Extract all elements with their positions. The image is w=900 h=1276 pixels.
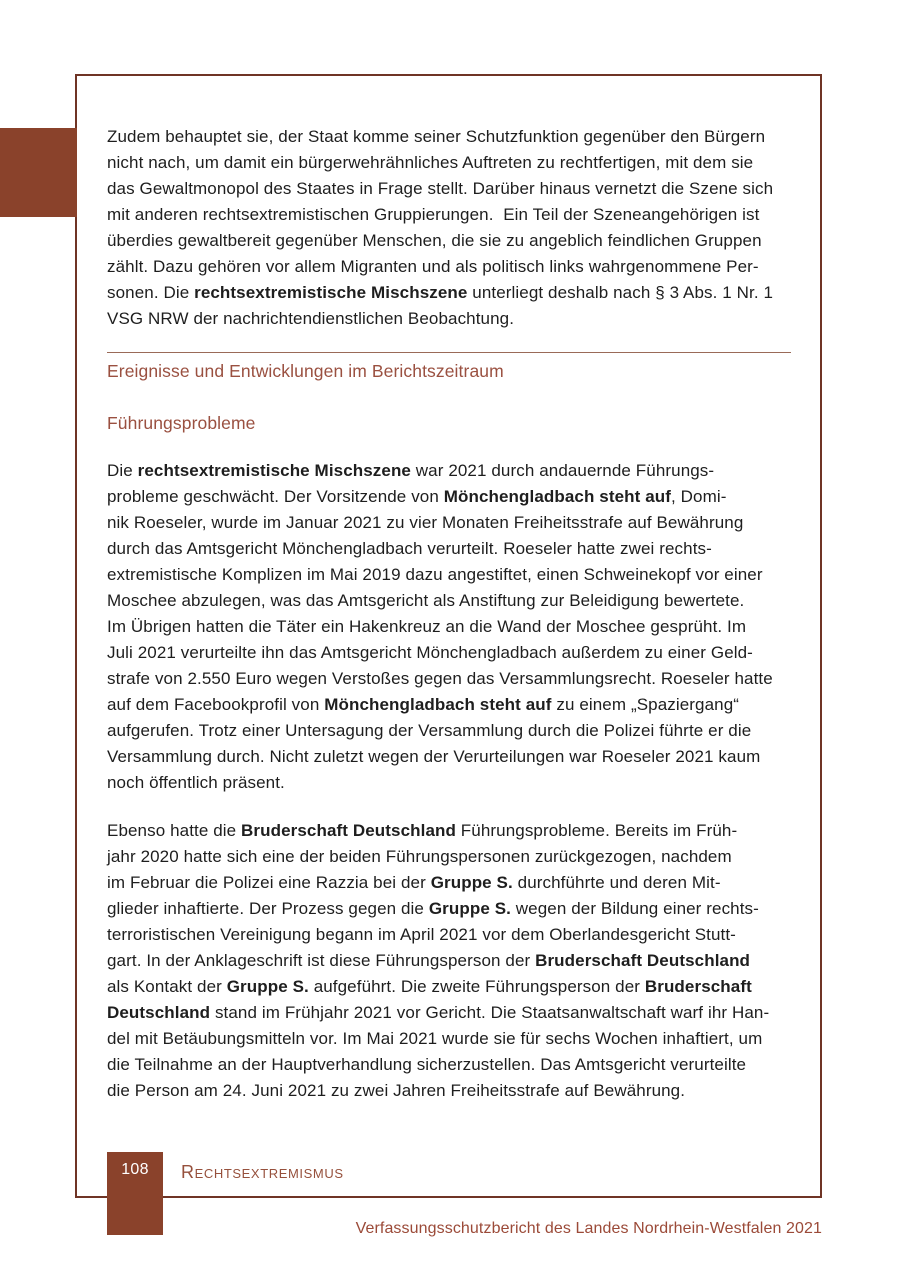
chapter-side-tab: [0, 128, 77, 217]
text-line: del mit Betäubungsmitteln vor. Im Mai 2021 wurde sie für sechs Wochen inhaftiert, um: [107, 1029, 763, 1048]
text-line: Deutschland stand im Frühjahr 2021 vor Gericht. Die Staatsanwaltschaft warf ihr Han-: [107, 1003, 770, 1022]
text-line: die Person am 24. Juni 2021 zu zwei Jahren Freiheitsstrafe auf Bewährung.: [107, 1081, 686, 1100]
text-line: nik Roeseler, wurde im Januar 2021 zu vier Monaten Freiheitsstrafe auf Bewährung: [107, 513, 744, 532]
section-heading: Ereignisse und Entwicklungen im Berichtszeitraum: [107, 361, 504, 381]
text-line: VSG NRW der nachrichtendienstlichen Beobachtung.: [107, 309, 515, 328]
text-line: probleme geschwächt. Der Vorsitzende von Mönchengladbach steht auf, Domi-: [107, 487, 727, 506]
text-line: noch öffentlich präsent.: [107, 773, 285, 792]
text-line: gart. In der Anklageschrift ist diese Führungsperson der Bruderschaft Deutschland: [107, 951, 751, 970]
text-line: aufgerufen. Trotz einer Untersagung der Versammlung durch die Polizei führte er die: [107, 721, 752, 740]
text-line: glieder inhaftierte. Der Prozess gegen die Gruppe S. wegen der Bildung einer rechts-: [107, 899, 759, 918]
text-line: als Kontakt der Gruppe S. aufgeführt. Die zweite Führungsperson der Bruderschaft: [107, 977, 752, 996]
text-line: extremistische Komplizen im Mai 2019 dazu angestiftet, einen Schweinekopf vor einer: [107, 565, 763, 584]
report-title-footer: Verfassungsschutzbericht des Landes Nordrhein-Westfalen 2021: [355, 1220, 822, 1237]
text-line: durch das Amtsgericht Mönchengladbach verurteilt. Roeseler hatte zwei rechts-: [107, 539, 712, 558]
text-line: strafe von 2.550 Euro wegen Verstoßes gegen das Versammlungsrecht. Roeseler hatte: [107, 669, 773, 688]
page-number: 108: [121, 1161, 149, 1178]
bruderschaft-paragraph: [107, 818, 797, 1104]
sub-heading: Führungsprobleme: [107, 413, 256, 433]
chapter-label: Rechtsextremismus: [181, 1162, 344, 1182]
text-line: Versammlung durch. Nicht zuletzt wegen der Verurteilungen war Roeseler 2021 kaum: [107, 747, 761, 766]
leadership-problems-paragraph: [107, 458, 797, 796]
text-line: Moschee abzulegen, was das Amtsgericht als Anstiftung zur Beleidigung bewertete.: [107, 591, 745, 610]
text-line: terroristischen Vereinigung begann im April 2021 vor dem Oberlandesgericht Stutt-: [107, 925, 736, 944]
text-line: jahr 2020 hatte sich eine der beiden Führungspersonen zurückgezogen, nachdem: [107, 847, 732, 866]
text-line: im Februar die Polizei eine Razzia bei der Gruppe S. durchführte und deren Mit-: [107, 873, 721, 892]
report-page: [75, 74, 822, 1198]
text-line: Im Übrigen hatten die Täter ein Hakenkreuz an die Wand der Moschee gesprüht. Im: [107, 617, 747, 636]
text-line: Ebenso hatte die Bruderschaft Deutschland Führungsprobleme. Bereits im Früh-: [107, 821, 738, 840]
text-line: Zudem behauptet sie, der Staat komme seiner Schutzfunktion gegenüber den Bürgern: [107, 127, 766, 146]
text-line: mit anderen rechtsextremistischen Gruppierungen. Ein Teil der Szeneangehörigen ist: [107, 205, 760, 224]
text-line: Die rechtsextremistische Mischszene war 2021 durch andauernde Führungs-: [107, 461, 715, 480]
intro-paragraph: [107, 124, 797, 332]
text-line: zählt. Dazu gehören vor allem Migranten und als politisch links wahrgenommene Per-: [107, 257, 759, 276]
text-line: auf dem Facebookprofil von Mönchengladbach steht auf zu einem „Spaziergang“: [107, 695, 740, 714]
text-line: das Gewaltmonopol des Staates in Frage stellt. Darüber hinaus vernetzt die Szene sich: [107, 179, 774, 198]
text-line: Juli 2021 verurteilte ihn das Amtsgericht Mönchengladbach außerdem zu einer Geld-: [107, 643, 753, 662]
text-line: überdies gewaltbereit gegenüber Menschen, die sie zu angeblich feindlichen Gruppen: [107, 231, 762, 250]
text-line: die Teilnahme an der Hauptverhandlung sicherzustellen. Das Amtsgericht verurteilte: [107, 1055, 747, 1074]
text-line: sonen. Die rechtsextremistische Mischszene unterliegt deshalb nach § 3 Abs. 1 Nr. 1: [107, 283, 774, 302]
page-number-box: [107, 1152, 163, 1235]
section-divider: [107, 352, 791, 353]
text-line: nicht nach, um damit ein bürgerwehrähnliches Auftreten zu rechtfertigen, mit dem sie: [107, 153, 754, 172]
